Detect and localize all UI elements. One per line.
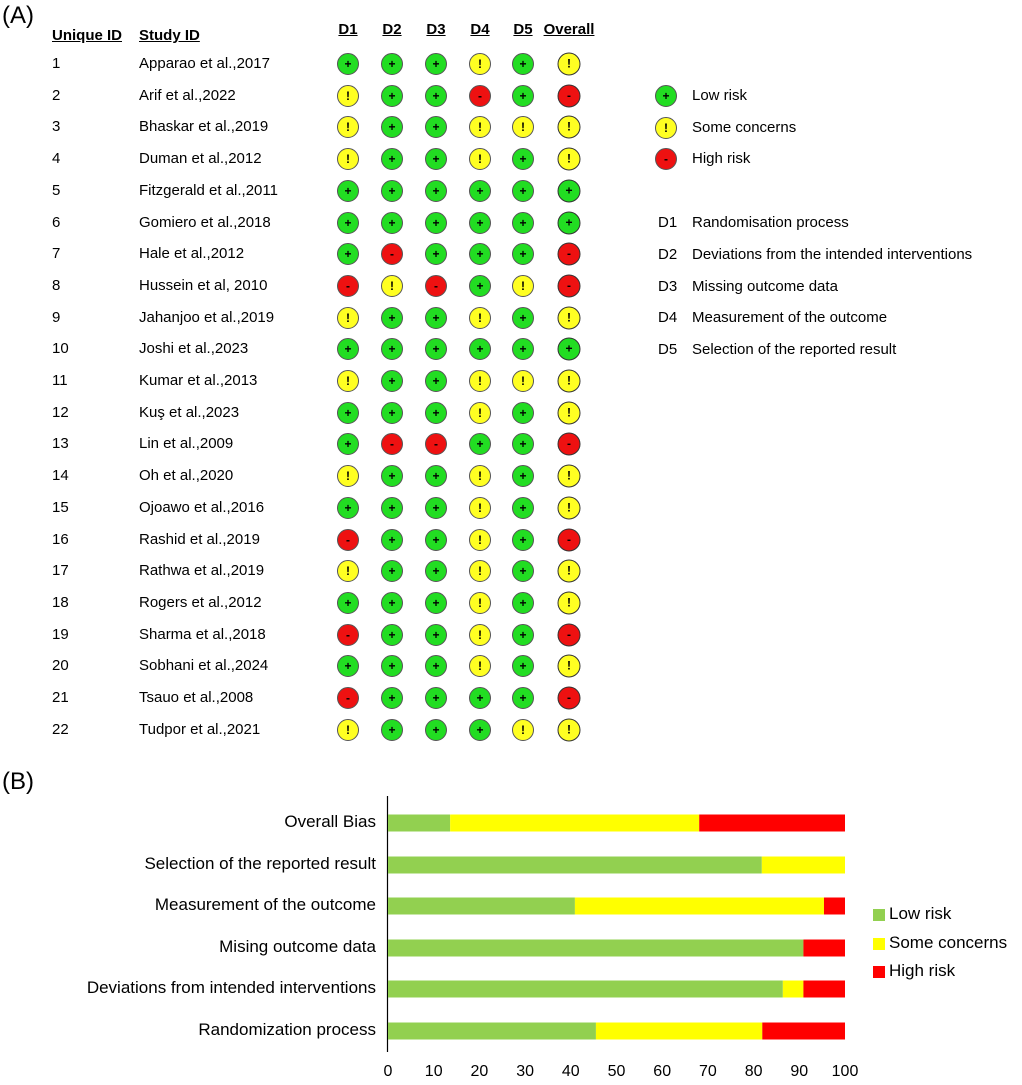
risk-dot-some: ! xyxy=(558,465,581,488)
x-tick-label: 70 xyxy=(698,1063,717,1080)
bar-segment-high-risk xyxy=(762,1023,845,1040)
study-id: Kuş et al.,2023 xyxy=(139,403,240,421)
risk-dot-low: + xyxy=(512,560,534,582)
bar-segment-high-risk xyxy=(824,898,845,915)
legend-swatch-some-concerns xyxy=(873,938,885,950)
risk-dot-low: + xyxy=(381,85,403,107)
x-tick-label: 40 xyxy=(561,1063,580,1080)
bar-segment-high-risk xyxy=(803,940,845,957)
domain-code: D4 xyxy=(658,309,678,327)
study-id: Gomiero et al.,2018 xyxy=(139,213,271,231)
risk-dot-high: - xyxy=(425,433,447,455)
study-id: Tsauo et al.,2008 xyxy=(139,689,254,706)
x-tick-label: 30 xyxy=(516,1063,534,1080)
unique-id: 14 xyxy=(52,467,69,485)
unique-id: 13 xyxy=(52,435,69,453)
unique-id: 5 xyxy=(52,181,61,199)
x-tick-label: 100 xyxy=(831,1063,859,1080)
bar-segment-some-concerns xyxy=(575,898,824,915)
domain-header-d2: D2 xyxy=(382,21,402,38)
risk-dot-some: ! xyxy=(558,370,581,393)
risk-dot-some: ! xyxy=(337,148,359,170)
risk-dot-some: ! xyxy=(558,306,581,329)
risk-dot-low: + xyxy=(469,719,491,741)
bar-segment-some-concerns xyxy=(762,857,845,874)
bar-segment-low-risk xyxy=(388,815,450,832)
risk-dot-low: + xyxy=(558,211,581,234)
unique-id: 15 xyxy=(52,498,69,516)
risk-dot-low: + xyxy=(512,53,534,75)
bar-category-label: Overall Bias xyxy=(284,812,376,831)
risk-dot-low: + xyxy=(425,402,447,424)
risk-dot-high: - xyxy=(558,687,581,710)
risk-dot-low: + xyxy=(512,655,534,677)
risk-dot-some: ! xyxy=(558,401,581,424)
unique-id: 1 xyxy=(52,55,61,72)
bar-segment-low-risk xyxy=(388,981,783,998)
unique-id: 22 xyxy=(52,720,69,738)
risk-dot-some: ! xyxy=(469,592,491,614)
risk-dot-some: ! xyxy=(512,719,534,741)
risk-dot-some: ! xyxy=(512,370,534,392)
unique-id: 18 xyxy=(52,593,69,611)
risk-dot-low: + xyxy=(425,529,447,551)
risk-dot-low: + xyxy=(512,624,534,646)
legend-label-low: Low risk xyxy=(692,87,748,104)
risk-dot-low: + xyxy=(512,148,534,170)
unique-id-header: Unique ID xyxy=(52,27,122,44)
domain-header-overall: Overall xyxy=(543,21,595,38)
risk-dot-low: + xyxy=(337,53,359,75)
risk-dot-some: ! xyxy=(337,307,359,329)
legend-swatch-high-risk xyxy=(873,966,885,978)
risk-dot-low: + xyxy=(381,370,403,392)
risk-dot-low: + xyxy=(425,85,447,107)
bar-category-label: Mising outcome data xyxy=(219,937,376,956)
bar-category-label: Deviations from intended interventions xyxy=(86,978,376,997)
risk-dot-low: + xyxy=(381,465,403,487)
domain-code: D3 xyxy=(658,277,678,295)
legend-label: High risk xyxy=(889,961,956,980)
unique-id: 16 xyxy=(52,530,69,548)
unique-id: 8 xyxy=(52,276,61,294)
risk-dot-low: + xyxy=(381,212,403,234)
risk-dot-some: ! xyxy=(469,307,491,329)
risk-dot-low: + xyxy=(381,529,403,551)
risk-dot-low: + xyxy=(425,655,447,677)
study-id: Kumar et al.,2013 xyxy=(139,372,258,389)
x-tick-label: 60 xyxy=(653,1063,672,1080)
risk-dot-low: + xyxy=(337,497,359,519)
risk-dot-high: - xyxy=(558,84,581,107)
unique-id: 10 xyxy=(52,340,69,358)
risk-dot-some: ! xyxy=(337,85,359,107)
unique-id: 2 xyxy=(52,86,61,104)
study-id: Tudpor et al.,2021 xyxy=(139,720,261,738)
risk-dot-low: + xyxy=(469,212,491,234)
risk-dot-high: - xyxy=(558,528,581,551)
risk-dot-low: + xyxy=(469,180,491,202)
risk-dot-some: ! xyxy=(558,148,581,171)
legend-swatch-low-risk xyxy=(873,909,885,921)
risk-dot-low: + xyxy=(381,655,403,677)
unique-id: 21 xyxy=(52,689,69,706)
risk-dot-low: + xyxy=(425,370,447,392)
study-id: Ojoawo et al.,2016 xyxy=(139,498,265,516)
risk-dot-low: + xyxy=(512,212,534,234)
legend-label-high: High risk xyxy=(692,150,751,167)
legend-label: Low risk xyxy=(889,904,952,923)
panel-a-label: (A) xyxy=(2,2,34,29)
risk-dot-low: + xyxy=(469,338,491,360)
study-id: Rathwa et al.,2019 xyxy=(139,562,265,580)
bar-segment-high-risk xyxy=(699,815,845,832)
risk-dot-high: - xyxy=(337,687,359,709)
risk-dot-low: + xyxy=(425,560,447,582)
risk-dot-some: ! xyxy=(469,402,491,424)
bar-segment-some-concerns xyxy=(596,1023,762,1040)
domain-description: Measurement of the outcome xyxy=(692,309,888,327)
risk-dot-some: ! xyxy=(512,275,534,297)
risk-dot-low: + xyxy=(425,307,447,329)
risk-dot-some: ! xyxy=(558,560,581,583)
risk-dot-low: + xyxy=(381,592,403,614)
risk-dot-low: + xyxy=(425,148,447,170)
risk-dot-some: ! xyxy=(469,529,491,551)
risk-dot-some: ! xyxy=(337,560,359,582)
domain-description: Selection of the reported result xyxy=(692,341,897,359)
risk-dot-some: ! xyxy=(469,370,491,392)
risk-dot-low: + xyxy=(381,148,403,170)
risk-dot-low: + xyxy=(558,338,581,361)
risk-dot-high: - xyxy=(558,433,581,456)
legend-dot-low: + xyxy=(655,85,677,107)
risk-dot-low: + xyxy=(381,307,403,329)
risk-dot-some: ! xyxy=(337,465,359,487)
study-id: Rashid et al.,2019 xyxy=(139,530,260,548)
panel-b-label: (B) xyxy=(2,768,34,795)
risk-dot-low: + xyxy=(381,180,403,202)
domain-description: Missing outcome data xyxy=(692,277,838,295)
risk-dot-some: ! xyxy=(469,148,491,170)
unique-id: 6 xyxy=(52,213,61,231)
risk-dot-some: ! xyxy=(337,719,359,741)
study-id: Hussein et al, 2010 xyxy=(139,276,268,294)
risk-dot-low: + xyxy=(381,53,403,75)
risk-dot-low: + xyxy=(337,180,359,202)
x-tick-label: 20 xyxy=(470,1063,489,1080)
risk-dot-low: + xyxy=(425,497,447,519)
legend-label-some: Some concerns xyxy=(692,118,797,136)
risk-dot-high: - xyxy=(558,243,581,266)
risk-dot-some: ! xyxy=(469,655,491,677)
risk-dot-high: - xyxy=(381,433,403,455)
legend-label: Some concerns xyxy=(889,932,1008,952)
risk-dot-low: + xyxy=(337,402,359,424)
risk-dot-high: - xyxy=(558,274,581,297)
risk-dot-low: + xyxy=(425,53,447,75)
risk-dot-low: + xyxy=(512,497,534,519)
study-id: Hale et al.,2012 xyxy=(139,245,245,263)
unique-id: 3 xyxy=(52,118,61,136)
domain-description: Randomisation process xyxy=(692,214,849,231)
risk-dot-low: + xyxy=(512,465,534,487)
risk-dot-some: ! xyxy=(558,718,581,741)
unique-id: 12 xyxy=(52,403,69,421)
unique-id: 4 xyxy=(52,150,61,168)
unique-id: 11 xyxy=(52,372,68,389)
bar-segment-high-risk xyxy=(803,981,845,998)
x-tick-label: 90 xyxy=(790,1063,809,1080)
risk-dot-high: - xyxy=(381,243,403,265)
risk-dot-high: - xyxy=(337,529,359,551)
unique-id: 19 xyxy=(52,625,69,643)
risk-dot-low: + xyxy=(381,560,403,582)
risk-dot-high: - xyxy=(425,275,447,297)
risk-dot-low: + xyxy=(381,338,403,360)
risk-dot-low: + xyxy=(425,180,447,202)
risk-dot-low: + xyxy=(512,529,534,551)
risk-dot-some: ! xyxy=(558,496,581,519)
risk-dot-low: + xyxy=(512,85,534,107)
legend-dot-some: ! xyxy=(655,117,677,139)
domain-description: Deviations from the intended interventions xyxy=(692,245,973,263)
risk-dot-low: + xyxy=(469,243,491,265)
risk-dot-low: + xyxy=(425,719,447,741)
study-id-header: Study ID xyxy=(139,27,200,44)
risk-dot-some: ! xyxy=(337,370,359,392)
domain-header-d4: D4 xyxy=(470,21,490,38)
risk-dot-low: + xyxy=(469,687,491,709)
bar-category-label: Measurement of the outcome xyxy=(154,895,376,914)
risk-dot-low: + xyxy=(337,433,359,455)
risk-dot-some: ! xyxy=(469,560,491,582)
risk-dot-low: + xyxy=(337,338,359,360)
risk-dot-low: + xyxy=(381,624,403,646)
unique-id: 7 xyxy=(52,245,61,263)
bar-segment-low-risk xyxy=(388,898,575,915)
risk-dot-some: ! xyxy=(558,53,581,76)
risk-dot-low: + xyxy=(381,116,403,138)
study-id: Rogers et al.,2012 xyxy=(139,593,262,611)
risk-dot-low: + xyxy=(512,307,534,329)
risk-dot-low: + xyxy=(381,687,403,709)
risk-dot-low: + xyxy=(425,687,447,709)
domain-code: D1 xyxy=(658,214,678,231)
domain-code: D2 xyxy=(658,245,678,263)
risk-dot-high: - xyxy=(337,624,359,646)
risk-dot-low: + xyxy=(425,243,447,265)
unique-id: 9 xyxy=(52,308,61,326)
risk-dot-low: + xyxy=(381,497,403,519)
risk-dot-low: + xyxy=(337,592,359,614)
risk-dot-some: ! xyxy=(469,116,491,138)
risk-dot-high: - xyxy=(469,85,491,107)
risk-dot-low: + xyxy=(469,433,491,455)
bar-segment-some-concerns xyxy=(450,815,699,832)
risk-dot-low: + xyxy=(425,212,447,234)
study-id: Fitzgerald et al.,2011 xyxy=(139,181,278,199)
x-tick-label: 0 xyxy=(383,1063,393,1080)
risk-dot-low: + xyxy=(425,592,447,614)
bar-segment-low-risk xyxy=(388,1023,596,1040)
bar-category-label: Selection of the reported result xyxy=(144,854,376,873)
domain-header-d1: D1 xyxy=(338,21,358,38)
study-id: Duman et al.,2012 xyxy=(139,150,262,168)
risk-dot-some: ! xyxy=(558,116,581,139)
study-id: Joshi et al.,2023 xyxy=(139,340,249,358)
bar-segment-low-risk xyxy=(388,940,803,957)
study-id: Jahanjoo et al.,2019 xyxy=(139,308,275,326)
risk-dot-low: + xyxy=(425,624,447,646)
risk-dot-some: ! xyxy=(469,53,491,75)
risk-dot-some: ! xyxy=(469,497,491,519)
study-id: Oh et al.,2020 xyxy=(139,467,234,485)
study-id: Sobhani et al.,2024 xyxy=(139,657,269,675)
study-id: Arif et al.,2022 xyxy=(139,86,236,104)
risk-dot-low: + xyxy=(512,433,534,455)
risk-dot-some: ! xyxy=(558,591,581,614)
study-id: Bhaskar et al.,2019 xyxy=(139,118,269,136)
study-id: Apparao et al.,2017 xyxy=(139,55,270,72)
risk-dot-low: + xyxy=(512,338,534,360)
domain-header-d3: D3 xyxy=(426,21,446,38)
risk-dot-low: + xyxy=(337,212,359,234)
risk-dot-high: - xyxy=(337,275,359,297)
unique-id: 20 xyxy=(52,657,69,675)
risk-dot-low: + xyxy=(512,180,534,202)
risk-dot-low: + xyxy=(381,402,403,424)
risk-dot-low: + xyxy=(512,592,534,614)
bar-category-label: Randomization process xyxy=(198,1020,376,1039)
x-tick-label: 10 xyxy=(424,1063,443,1080)
domain-header-d5: D5 xyxy=(513,21,533,38)
risk-dot-some: ! xyxy=(381,275,403,297)
risk-dot-low: + xyxy=(512,243,534,265)
risk-dot-some: ! xyxy=(337,116,359,138)
risk-dot-low: + xyxy=(381,719,403,741)
risk-dot-low: + xyxy=(558,179,581,202)
risk-dot-some: ! xyxy=(469,624,491,646)
risk-dot-some: ! xyxy=(558,655,581,678)
study-id: Lin et al.,2009 xyxy=(139,435,234,453)
domain-code: D5 xyxy=(658,341,678,359)
risk-dot-low: + xyxy=(337,655,359,677)
risk-dot-low: + xyxy=(425,116,447,138)
risk-dot-low: + xyxy=(425,338,447,360)
x-tick-label: 80 xyxy=(744,1063,763,1080)
risk-dot-low: + xyxy=(512,402,534,424)
unique-id: 17 xyxy=(52,562,69,580)
risk-dot-some: ! xyxy=(469,465,491,487)
risk-dot-low: + xyxy=(337,243,359,265)
bar-segment-some-concerns xyxy=(783,981,804,998)
risk-dot-low: + xyxy=(425,465,447,487)
bar-segment-low-risk xyxy=(388,857,762,874)
legend-dot-high: - xyxy=(655,148,677,170)
risk-dot-low: + xyxy=(469,275,491,297)
risk-dot-low: + xyxy=(512,687,534,709)
study-id: Sharma et al.,2018 xyxy=(139,625,266,643)
risk-dot-some: ! xyxy=(512,116,534,138)
risk-dot-high: - xyxy=(558,623,581,646)
x-tick-label: 50 xyxy=(607,1063,626,1080)
